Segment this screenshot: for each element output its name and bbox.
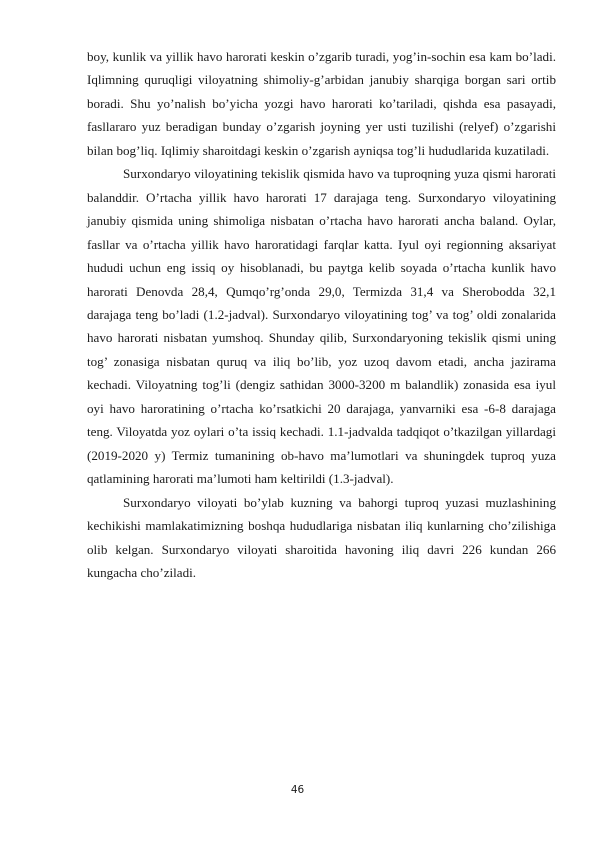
body-text (87, 45, 556, 584)
page-number: 46 (290, 784, 305, 796)
paragraph-continuation: boy, kunlik va yillik havo harorati keskin o’zgarib turadi, yog’in-sochin esa kam bo’ladi. Iqlimning quruqligi viloyatning shimoliy-g’arbidan janubiy sharqiga borgan sari ortib boradi. Shu yo’nalish bo’yicha yozgi havo harorati ko’tariladi, qishda esa pasayadi, fasllararo yuz beradigan bunday o’zgarish joyning yer usti tuzilishi (relyef) o’zgarishi bilan bog’liq. Iqlimiy sharoitdagi keskin o’zgarish ayniqsa tog’li hududlarida kuzatiladi. (87, 49, 556, 158)
paragraph-warm-period: Surxondaryo viloyati bo’ylab kuzning va bahorgi tuproq yuzasi muzlashining kechikishi mamlakatimizning boshqa hududlariga nisbatan iliq kunlarning cho’zilishiga olib kelgan. Surxondaryo viloyati sharoitida havoning iliq davri 226 kundan 266 kungacha cho’ziladi. (87, 494, 556, 580)
paragraph-temperature: Surxondaryo viloyatining tekislik qismida havo va tuproqning yuza qismi harorati balanddir. O’rtacha yillik havo harorati 17 darajaga teng. Surxondaryo viloyatining janubiy qismida uning shimoliga nisbatan o’rtacha havo harorati ancha baland. Oylar, fasllar va o’rtacha yillik havo haroratidagi farqlar katta. Iyul oyi regionning aksariyat hududi uchun eng issiq oy hisoblanadi, bu paytga kelib soyada o’rtacha kunlik havo harorati Denovda 28,4, Qumqo’rg’onda 29,0, Termizda 31,4 va Sherobodda 32,1 darajaga teng bo’ladi (1.2-jadval). Surxondaryo viloyatining tog’ va tog’ oldi zonalarida havo harorati nisbatan yumshoq. Shunday qilib, Surxondaryoning tekislik qismi uning tog’ zonasiga nisbatan quruq va iliq bo’lib, yoz uzoq davom etadi, ancha jazirama kechadi. Viloyatning tog’li (dengiz sathidan 3000-3200 m balandlik) zonasida esa iyul oyi havo haroratining o’rtacha ko’rsatkichi 20 darajaga, yanvarniki esa -6-8 darajaga teng. Viloyatda yoz oylari o’ta issiq kechadi. 1.1-jadvalda tadqiqot o’tkazilgan yillardagi (2019-2020 y) Termiz tumanining ob-havo ma’lumotlari va shuningdek tuproq yuza qatlamining harorati ma’lumoti ham keltirildi (1.3-jadval). (87, 166, 556, 487)
